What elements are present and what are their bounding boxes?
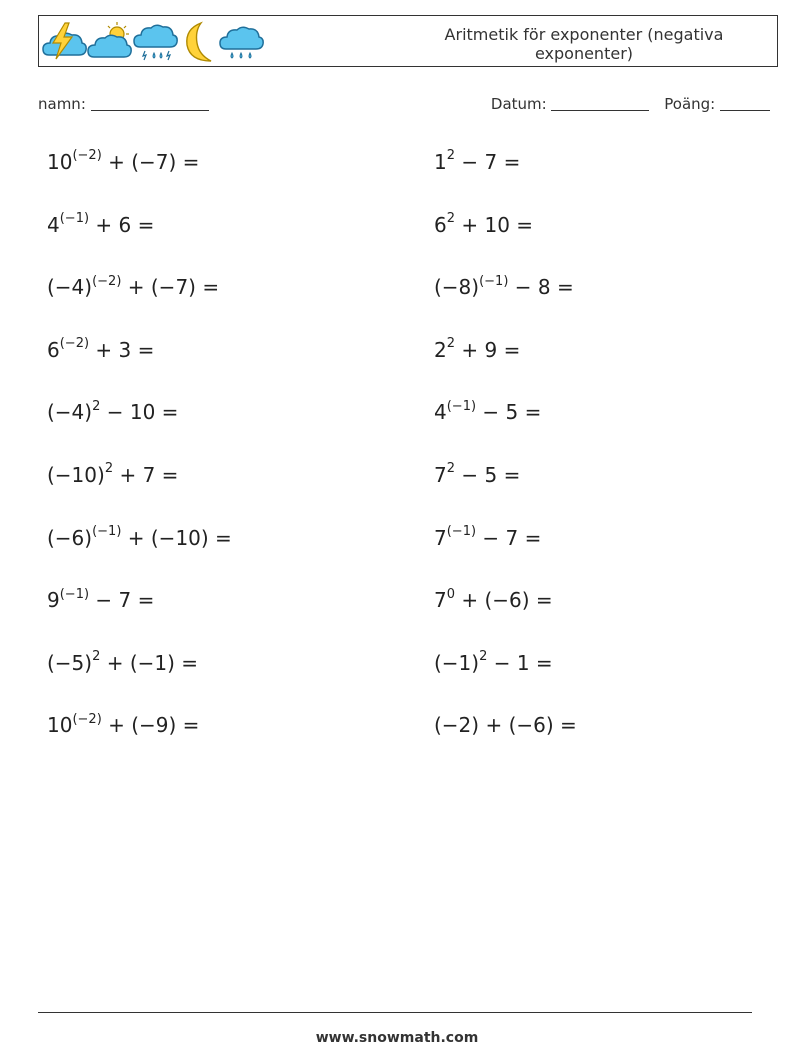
- problem-left-4: [47, 338, 154, 362]
- problem-right-9: [434, 651, 553, 675]
- problem-rest: + (−9) =: [101, 713, 200, 738]
- problem-exponent: 2: [92, 649, 101, 665]
- problem-right-5: [434, 400, 541, 424]
- problem-rest: − 5 =: [476, 400, 542, 425]
- name-label: namn:: [38, 95, 86, 113]
- problem-rest: − 5 =: [455, 463, 521, 487]
- problem-left-2: [47, 210, 155, 237]
- problem-right-6: [434, 463, 520, 487]
- problem-exponent: 2: [479, 649, 488, 665]
- problem-rest: + (−6) =: [479, 713, 577, 738]
- problem-exponent: (−1): [446, 523, 477, 539]
- moon-icon: [179, 19, 219, 65]
- problem-exponent: 2: [446, 148, 456, 164]
- problem-base: (−2): [434, 713, 480, 738]
- score-label: Poäng:: [664, 95, 716, 113]
- thunder-cloud-icon: [41, 19, 87, 65]
- problem-left-8: [47, 588, 154, 612]
- problem-base: 4: [47, 212, 60, 237]
- name-blank[interactable]: [91, 96, 209, 111]
- problem-exponent: 2: [446, 461, 456, 477]
- problem-rest: − 7 =: [476, 525, 542, 550]
- problem-exponent: 2: [446, 210, 456, 226]
- problem-base: (−10): [47, 463, 105, 487]
- problem-base: (−4): [47, 275, 93, 300]
- problem-exponent: (−2): [92, 273, 122, 289]
- rain-lightning-cloud-icon: [133, 19, 179, 65]
- problem-left-1: [47, 150, 199, 174]
- date-score-fields: [491, 95, 770, 113]
- problem-right-2: [434, 210, 534, 237]
- problem-rest: + (−7) =: [121, 275, 220, 300]
- problem-base: (−4): [47, 400, 93, 425]
- problem-exponent: 2: [92, 398, 101, 414]
- problem-rest: + (−1) =: [100, 650, 199, 675]
- problem-left-10: [47, 713, 199, 737]
- problem-rest: + 9 =: [455, 337, 521, 362]
- problem-rest: + 3 =: [89, 337, 155, 362]
- problem-right-1: [434, 150, 520, 174]
- problem-base: 9: [47, 588, 60, 613]
- sun-cloud-icon: [87, 19, 133, 65]
- problem-exponent: (−2): [59, 336, 90, 352]
- problem-base: (−6): [47, 525, 93, 550]
- problem-rest: + 7 =: [113, 463, 179, 487]
- header-box: [38, 15, 778, 67]
- problem-rest: − 1 =: [487, 650, 553, 675]
- problem-base: 2: [434, 337, 447, 362]
- name-field: [38, 95, 209, 113]
- problem-left-7: [47, 523, 232, 550]
- rain-cloud-icon: [219, 19, 265, 65]
- problem-exponent: (−1): [92, 523, 122, 539]
- problem-exponent: 0: [446, 586, 456, 602]
- problem-base: (−8): [434, 275, 480, 300]
- problem-rest: − 8 =: [508, 275, 574, 300]
- date-label: Datum:: [490, 95, 547, 113]
- problem-left-5: [47, 400, 178, 424]
- footer-url: www.snowmath.com: [315, 1030, 479, 1046]
- problem-rest: + 6 =: [89, 212, 155, 237]
- problem-base: (−5): [47, 650, 93, 675]
- problem-exponent: 2: [446, 336, 456, 352]
- problem-rest: + (−6) =: [455, 588, 553, 613]
- problem-base: 7: [434, 588, 447, 613]
- worksheet-title: Aritmetik för exponenter (negativa exponenter): [444, 25, 724, 63]
- problem-base: 6: [434, 212, 447, 237]
- weather-icons: [41, 19, 265, 65]
- problem-exponent: (−1): [59, 210, 90, 226]
- problem-right-10: [434, 713, 577, 737]
- problem-exponent: (−1): [446, 398, 477, 414]
- problem-base: 10: [47, 713, 73, 738]
- problem-rest: + (−10) =: [121, 525, 232, 550]
- problem-exponent: 2: [104, 461, 114, 477]
- problem-base: (−1): [434, 650, 480, 675]
- problem-right-7: [434, 523, 542, 550]
- problem-base: 1: [434, 150, 447, 174]
- problem-exponent: (−2): [72, 711, 102, 727]
- problem-base: 4: [434, 400, 447, 425]
- problem-base: 10: [47, 150, 73, 174]
- problem-base: 6: [47, 337, 60, 362]
- problem-exponent: (−1): [59, 586, 90, 602]
- problem-exponent: (−1): [479, 273, 509, 289]
- score-blank[interactable]: [720, 96, 770, 111]
- problem-base: 7: [434, 463, 447, 487]
- problem-rest: + 10 =: [455, 212, 534, 237]
- problem-rest: − 10 =: [100, 400, 179, 425]
- problem-right-4: [434, 338, 520, 362]
- problem-base: 7: [434, 525, 447, 550]
- problem-rest: − 7 =: [455, 150, 521, 174]
- problem-exponent: (−2): [72, 148, 102, 164]
- problem-rest: + (−7) =: [101, 150, 200, 174]
- date-blank[interactable]: [551, 96, 649, 111]
- problem-left-6: [47, 463, 178, 487]
- problem-left-9: [47, 651, 198, 675]
- problem-right-3: [434, 275, 574, 299]
- problem-rest: − 7 =: [89, 588, 155, 613]
- problem-right-8: [434, 588, 553, 612]
- problem-left-3: [47, 275, 219, 299]
- footer-divider: [38, 1012, 752, 1013]
